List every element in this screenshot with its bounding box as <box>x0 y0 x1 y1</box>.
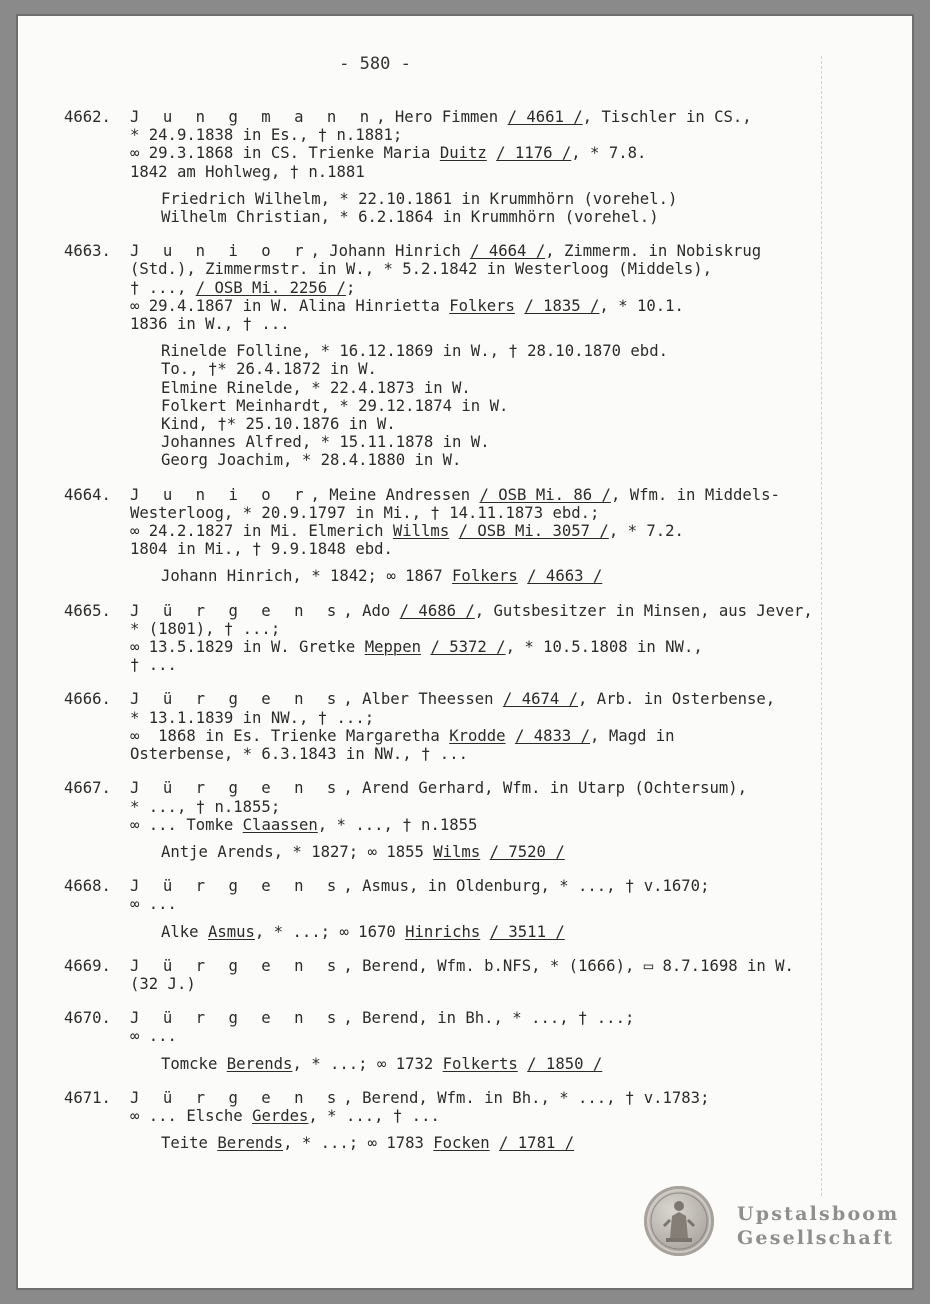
text-line <box>130 1089 824 1107</box>
text-segment: Rinelde Folline, * 16.12.1869 in W., † 28.10.1870 ebd. <box>161 342 668 361</box>
text-segment: Tomcke <box>161 1054 227 1073</box>
text-segment: , Hero Fimmen <box>376 108 508 126</box>
child-line <box>161 342 824 360</box>
surname: J ü r g e n s <box>130 956 344 975</box>
underlined-reference: / OSB Mi. 3057 / <box>458 522 609 541</box>
text-line <box>130 522 824 540</box>
text-segment: , Gutsbesitzer in Minsen, aus Jever, <box>474 601 813 620</box>
text-line <box>130 690 824 708</box>
text-line <box>130 144 824 162</box>
underlined-reference: / 7520 / <box>489 842 565 861</box>
entry <box>64 957 824 993</box>
text-segment: , * 10.5.1808 in NW., <box>505 638 703 657</box>
underlined-reference: / 1850 / <box>527 1054 603 1073</box>
text-segment <box>515 297 524 315</box>
text-segment <box>518 1055 527 1073</box>
seal-icon <box>644 1186 714 1256</box>
underlined-reference: Berends <box>226 1054 293 1073</box>
text-segment: ∞ ... Elsche <box>130 1106 253 1125</box>
text-segment: * 24.9.1838 in Es., † n.1881; <box>130 126 403 145</box>
text-line <box>130 957 824 975</box>
entry-body <box>130 1089 824 1153</box>
text-segment: † ..., <box>130 278 196 297</box>
text-segment: , * ...; ∞ 1670 <box>254 922 406 941</box>
document-page <box>16 14 914 1290</box>
entry-body <box>130 957 824 993</box>
text-segment: , Berend, Wfm. b.NFS, * (1666), ▭ 8.7.1698 in W. <box>343 956 794 975</box>
entry-body <box>130 877 824 941</box>
surname: J ü r g e n s <box>130 779 344 798</box>
underlined-reference: Duitz <box>439 144 487 163</box>
text-segment: ; <box>345 278 356 297</box>
underlined-reference: Wilms <box>433 842 481 861</box>
entry <box>64 779 824 861</box>
entry-number: 4666. <box>64 690 111 709</box>
text-line <box>130 895 824 913</box>
surname: J ü r g e n s <box>130 690 344 709</box>
text-segment: Georg Joachim, * 28.4.1880 in W. <box>161 451 462 470</box>
child-line <box>161 415 824 433</box>
underlined-reference: / 1781 / <box>499 1134 575 1153</box>
entry <box>64 486 824 586</box>
child-line <box>161 379 824 397</box>
underlined-reference: / 5372 / <box>430 638 506 657</box>
text-segment: * ..., † n.1855; <box>130 797 281 816</box>
text-line <box>130 260 824 278</box>
underlined-reference: Claassen <box>242 815 318 834</box>
text-segment: , Asmus, in Oldenburg, * ..., † v.1670; <box>343 877 710 896</box>
text-segment: Teite <box>161 1134 218 1153</box>
text-segment <box>506 727 515 745</box>
text-segment: ∞ 1868 in Es. Trienke Margaretha <box>130 726 450 745</box>
text-segment: , * ..., † ... <box>308 1106 440 1125</box>
text-segment <box>449 522 458 540</box>
underlined-reference: / 4833 / <box>514 726 591 745</box>
text-segment <box>480 923 489 941</box>
text-segment: , Johann Hinrich <box>310 242 471 261</box>
text-segment: , * ...; ∞ 1783 <box>283 1134 434 1153</box>
text-segment: , * ..., † n.1855 <box>317 815 478 834</box>
underlined-reference: Focken <box>433 1134 490 1153</box>
text-segment: , Meine Andressen <box>310 485 480 504</box>
text-line <box>130 798 824 816</box>
text-segment: Folkert Meinhardt, * 29.12.1874 in W. <box>161 396 509 415</box>
entry-body <box>130 779 824 861</box>
entry-number: 4670. <box>64 1009 111 1028</box>
text-segment: , * 7.2. <box>608 522 684 541</box>
text-line <box>130 163 824 181</box>
underlined-reference: Folkerts <box>442 1054 518 1073</box>
text-line <box>130 279 824 297</box>
entry-body <box>130 242 824 469</box>
child-line <box>161 208 824 226</box>
entry <box>64 108 824 226</box>
text-segment: ∞ 29.3.1868 in CS. Trienke Maria <box>130 144 440 163</box>
child-line <box>161 433 824 451</box>
surname: J u n i o r <box>130 485 311 504</box>
text-segment: , Ado <box>343 601 400 620</box>
entry-body <box>130 486 824 586</box>
text-line <box>130 315 824 333</box>
text-segment: , * 10.1. <box>599 296 684 315</box>
logo-line-2: Gesellschaft <box>737 1227 895 1249</box>
entry-number: 4662. <box>64 108 111 126</box>
text-line <box>130 638 824 656</box>
text-segment: * (1801), † ...; <box>130 619 281 638</box>
text-segment: † ... <box>130 656 177 675</box>
text-segment: Johann Hinrich, * 1842; ∞ 1867 <box>161 567 453 586</box>
surname: J u n g m a n n <box>130 108 377 126</box>
text-line <box>130 709 824 727</box>
children-list <box>130 190 824 226</box>
entry-body <box>130 108 824 226</box>
text-segment: ∞ ... Tomke <box>130 815 243 834</box>
entry-body <box>130 690 824 763</box>
text-segment <box>518 567 527 585</box>
text-segment: ∞ ... <box>130 895 177 914</box>
underlined-reference: Folkers <box>452 567 518 586</box>
text-segment: 1804 in Mi., † 9.9.1848 ebd. <box>130 540 393 559</box>
underlined-reference: Hinrichs <box>405 922 481 941</box>
underlined-reference: Folkers <box>449 296 515 315</box>
underlined-reference: Berends <box>217 1134 284 1153</box>
entry-number: 4668. <box>64 877 111 896</box>
entry-body <box>130 1009 824 1073</box>
entry <box>64 1089 824 1153</box>
text-line <box>130 126 824 144</box>
page-number: - 580 - <box>339 54 411 74</box>
entry-number: 4671. <box>64 1088 111 1107</box>
child-line <box>161 843 824 861</box>
underlined-reference: / 4663 / <box>527 567 603 586</box>
entry-number: 4664. <box>64 485 111 504</box>
entry <box>64 1009 824 1073</box>
text-line <box>130 1009 824 1027</box>
society-logo-text <box>737 1202 900 1250</box>
underlined-reference: / 4686 / <box>399 601 475 620</box>
child-line <box>161 190 824 208</box>
text-segment: Alke <box>161 922 208 941</box>
text-line <box>130 656 824 674</box>
underlined-reference: Meppen <box>364 638 422 657</box>
text-segment: ∞ ... <box>130 1027 177 1046</box>
text-segment: ∞ 24.2.1827 in Mi. Elmerich <box>130 522 393 541</box>
child-line <box>161 360 824 378</box>
text-segment: 1842 am Hohlweg, † n.1881 <box>130 162 365 181</box>
text-line <box>130 108 824 126</box>
children-list <box>130 342 824 469</box>
child-line <box>161 1055 824 1073</box>
entry <box>64 877 824 941</box>
text-line <box>130 620 824 638</box>
underlined-reference: / OSB Mi. 2256 / <box>195 278 346 297</box>
text-line <box>130 877 824 895</box>
text-segment: Elmine Rinelde, * 22.4.1873 in W. <box>161 378 471 397</box>
text-line <box>130 602 824 620</box>
surname: J ü r g e n s <box>130 601 344 620</box>
text-line <box>130 540 824 558</box>
genealogy-entries <box>64 108 824 1168</box>
text-segment <box>487 144 496 162</box>
text-segment: , Berend, Wfm. in Bh., * ..., † v.1783; <box>343 1088 710 1107</box>
text-line <box>130 779 824 797</box>
text-line <box>130 745 824 763</box>
logo-line-1: Upstalsboom <box>737 1203 900 1225</box>
text-line <box>130 816 824 834</box>
child-line <box>161 923 824 941</box>
text-segment: Friedrich Wilhelm, * 22.10.1861 in Krummhörn (vorehel.) <box>161 189 678 208</box>
text-segment: Wilhelm Christian, * 6.2.1864 in Krummhörn (vorehel.) <box>161 208 659 227</box>
text-line <box>130 242 824 260</box>
child-line <box>161 567 824 585</box>
text-segment: ∞ 29.4.1867 in W. Alina Hinrietta <box>130 296 450 315</box>
text-segment <box>490 1134 499 1152</box>
children-list <box>130 1055 824 1073</box>
entry-number: 4665. <box>64 601 111 620</box>
surname: J ü r g e n s <box>130 1088 344 1107</box>
text-segment: Antje Arends, * 1827; ∞ 1855 <box>161 842 434 861</box>
underlined-reference: / 1835 / <box>524 296 600 315</box>
text-segment: Johannes Alfred, * 15.11.1878 in W. <box>161 433 490 452</box>
entry <box>64 602 824 675</box>
underlined-reference: / 4674 / <box>502 690 579 709</box>
text-segment: (32 J.) <box>130 974 196 993</box>
child-line <box>161 451 824 469</box>
surname: J ü r g e n s <box>130 877 344 896</box>
text-segment <box>480 843 489 861</box>
entry-number: 4669. <box>64 956 111 975</box>
text-segment: , Wfm. in Middels- <box>610 485 780 504</box>
underlined-reference: / 4661 / <box>507 108 583 126</box>
entry-number: 4667. <box>64 779 111 798</box>
underlined-reference: Krodde <box>449 726 506 745</box>
text-segment: , Zimmerm. in Nobiskrug <box>545 242 762 261</box>
underlined-reference: Willms <box>392 522 450 541</box>
entry-number: 4663. <box>64 242 111 261</box>
text-segment: , Arb. in Osterbense, <box>578 690 776 709</box>
child-line <box>161 397 824 415</box>
text-line <box>130 975 824 993</box>
underlined-reference: / 3511 / <box>489 922 565 941</box>
underlined-reference: / OSB Mi. 86 / <box>479 485 611 504</box>
text-segment: , Magd in <box>590 726 675 745</box>
text-segment: Osterbense, * 6.3.1843 in NW., † ... <box>130 745 468 764</box>
children-list <box>130 567 824 585</box>
text-line <box>130 1107 824 1125</box>
text-line <box>130 297 824 315</box>
underlined-reference: / 1176 / <box>496 144 572 163</box>
text-line <box>130 486 824 504</box>
text-segment: , Alber Theessen <box>343 690 503 709</box>
text-segment: , * ...; ∞ 1732 <box>292 1054 443 1073</box>
text-segment: Kind, †* 25.10.1876 in W. <box>161 415 396 434</box>
surname: J u n i o r <box>130 242 311 261</box>
text-line <box>130 1027 824 1045</box>
text-segment: , Arend Gerhard, Wfm. in Utarp (Ochtersum), <box>343 779 748 798</box>
text-segment: ∞ 13.5.1829 in W. Gretke <box>130 638 365 657</box>
child-line <box>161 1134 824 1152</box>
underlined-reference: / 4664 / <box>470 242 546 261</box>
children-list <box>130 1134 824 1152</box>
children-list <box>130 843 824 861</box>
underlined-reference: Gerdes <box>252 1106 309 1125</box>
text-segment: , * 7.8. <box>571 144 647 163</box>
text-segment: Westerloog, * 20.9.1797 in Mi., † 14.11.1873 ebd.; <box>130 503 600 522</box>
text-segment: , Berend, in Bh., * ..., † ...; <box>343 1009 635 1028</box>
text-segment: , Tischler in CS., <box>582 108 752 126</box>
text-segment: (Std.), Zimmermstr. in W., * 5.2.1842 in Westerloog (Middels), <box>130 260 713 279</box>
entry <box>64 242 824 469</box>
text-segment: 1836 in W., † ... <box>130 315 290 334</box>
text-segment: To., †* 26.4.1872 in W. <box>161 360 377 379</box>
text-line <box>130 727 824 745</box>
surname: J ü r g e n s <box>130 1009 344 1028</box>
entry <box>64 690 824 763</box>
text-line <box>130 504 824 522</box>
children-list <box>130 923 824 941</box>
entry-body <box>130 602 824 675</box>
underlined-reference: Asmus <box>207 922 255 941</box>
text-segment: * 13.1.1839 in NW., † ...; <box>130 708 375 727</box>
